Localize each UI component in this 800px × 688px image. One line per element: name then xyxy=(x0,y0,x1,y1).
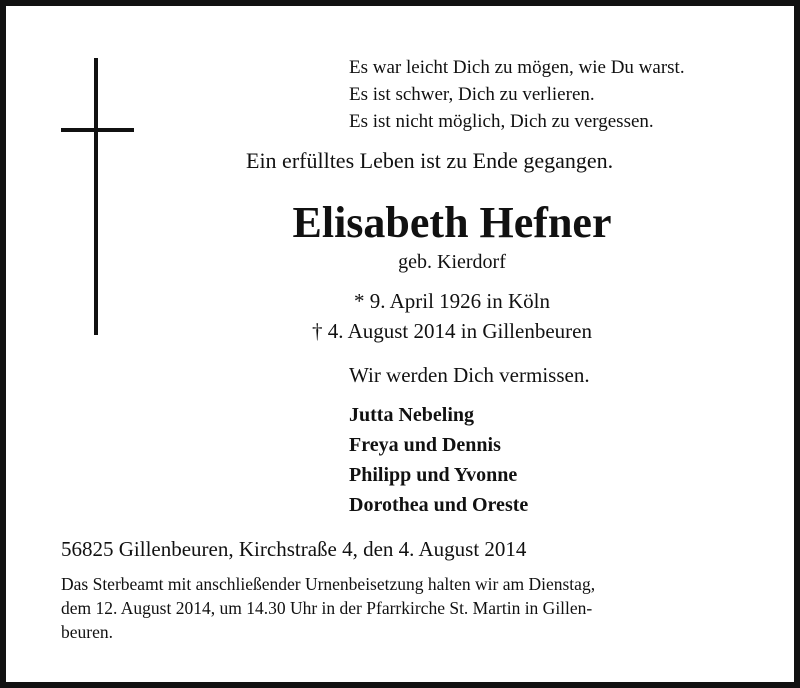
birth-date: * 9. April 1926 in Köln xyxy=(353,289,550,313)
notice-line: dem 12. August 2014, um 14.30 Uhr in der Pfarrkirche St. Martin in Gillen- xyxy=(61,598,593,618)
life-dates xyxy=(246,286,658,346)
notice-line: Das Sterbeamt mit anschließender Urnenbeisetzung halten wir am Dienstag, xyxy=(61,574,596,594)
mourners-list xyxy=(349,400,528,520)
mourner-name: Philipp und Yvonne xyxy=(349,464,518,486)
mourner-name: Freya und Dennis xyxy=(349,434,501,456)
cross-vertical-bar xyxy=(94,58,98,335)
verse-line: Es ist schwer, Dich zu verlieren. xyxy=(349,84,595,105)
memorial-verse xyxy=(349,54,685,135)
notice-line: beuren. xyxy=(61,622,113,642)
farewell-line: Wir werden Dich vermissen. xyxy=(349,363,590,387)
verse-line: Es ist nicht möglich, Dich zu vergessen. xyxy=(349,111,654,132)
verse-line: Es war leicht Dich zu mögen, wie Du warst. xyxy=(349,57,685,78)
intro-line: Ein erfülltes Leben ist zu Ende gegangen. xyxy=(246,148,614,173)
mourner-name: Dorothea und Oreste xyxy=(349,494,529,516)
mourner-name: Jutta Nebeling xyxy=(349,404,474,426)
cross-horizontal-bar xyxy=(61,128,134,132)
death-date: † 4. August 2014 in Gillenbeuren xyxy=(312,319,592,343)
birth-name: geb. Kierdorf xyxy=(398,251,506,273)
service-notice xyxy=(61,572,761,644)
deceased-name: Elisabeth Hefner xyxy=(292,198,612,247)
place-and-date: 56825 Gillenbeuren, Kirchstraße 4, den 4. August 2014 xyxy=(61,537,527,561)
